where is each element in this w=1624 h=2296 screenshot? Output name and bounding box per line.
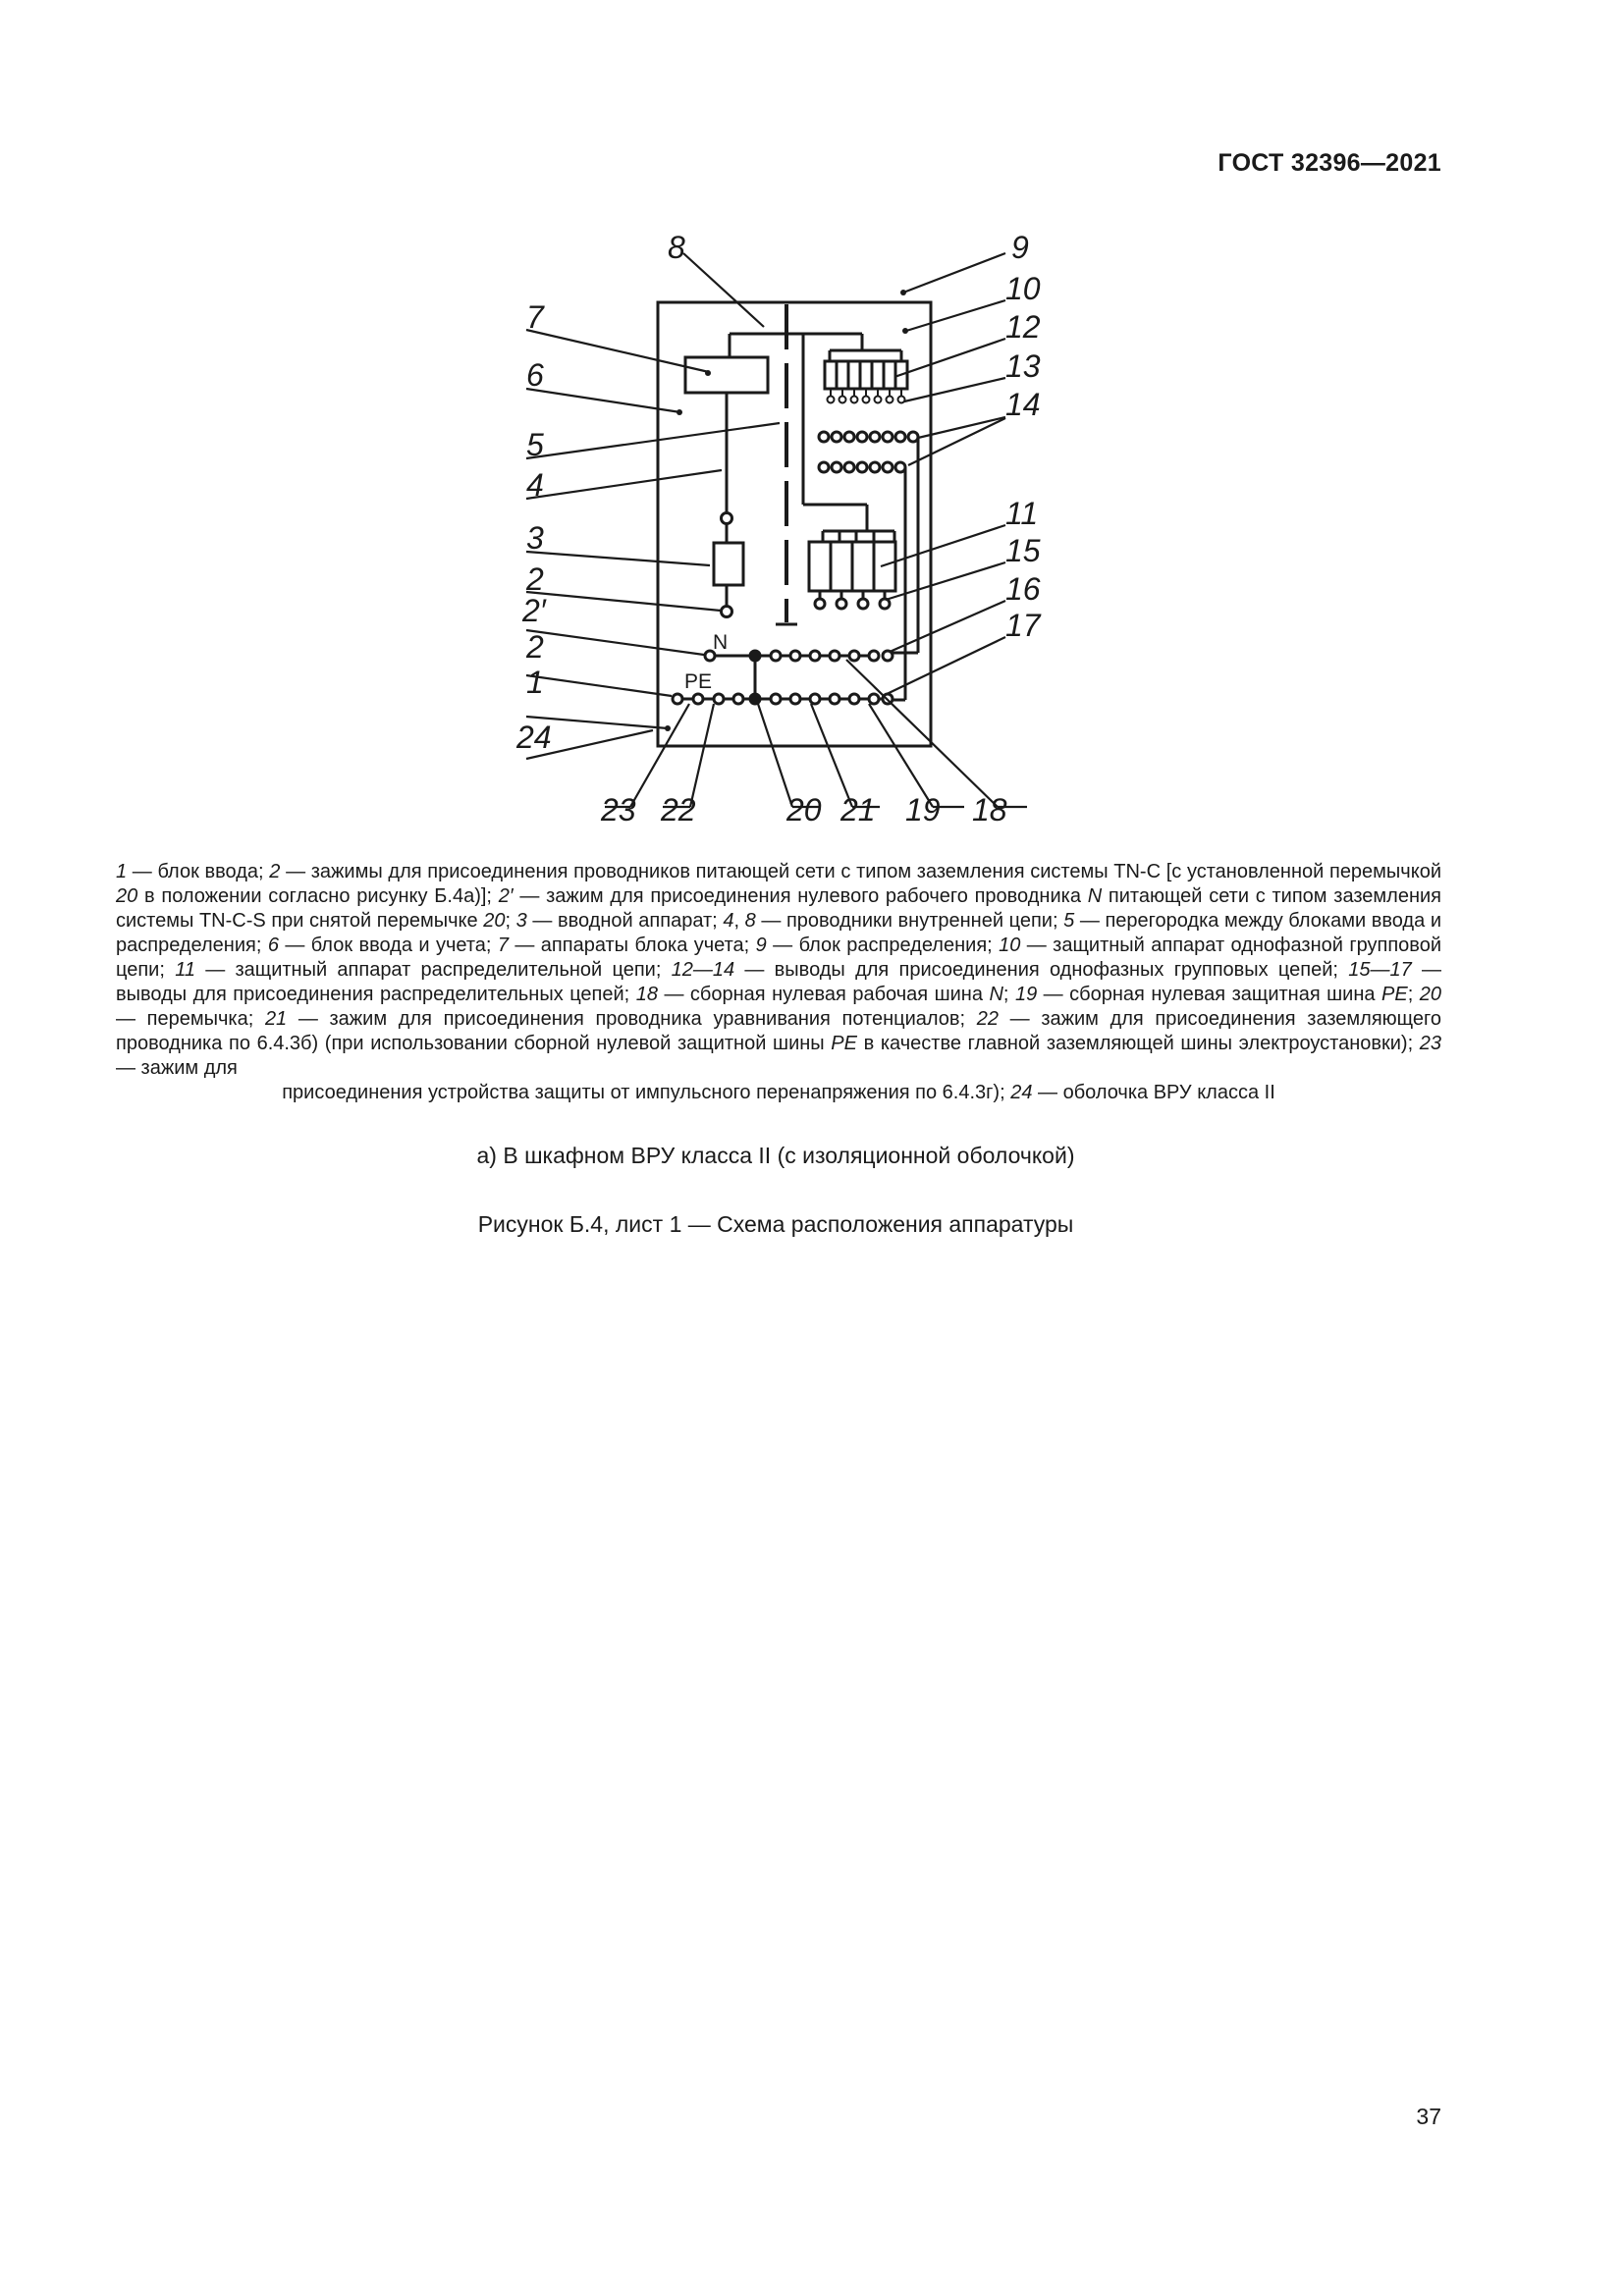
figure-legend	[116, 860, 1441, 1105]
label-20: 20	[786, 792, 822, 828]
legend-body: 1 — блок ввода; 2 — зажимы для присоединения проводников питающей сети с типом заземления системы TN-C [с установленной перемычкой 20 в положении согласно рисунку Б.4а)]; 2′ — зажим для присоединения нулевого рабочего проводника N питающей сети с типом заземления системы TN-C-S при снятой перемычке 20; 3 — вводной аппарат; 4, 8 — проводники внутренней цепи; 5 — перегородка между блоками ввода и распределения; 6 — блок ввода и учета; 7 — аппараты блока учета; 9 — блок распределения; 10 — защитный аппарат однофазной групповой цепи; 11 — защитный аппарат распределительной цепи; 12—14 — выводы для присоединения однофазных групповых цепей; 15—17 — выводы для присоединения распределительных цепей; 18 — сборная нулевая рабочая шина N; 19 — сборная нулевая защитная шина PE; 20 — перемычка; 21 — зажим для присоединения проводника уравнивания потенциалов; 22 — зажим для присоединения заземляющего проводника по 6.4.3б) (при использовании сборной нулевой защитной шины PE в качестве главной заземляющей шины электроустановки); 23 — зажим для	[116, 861, 1442, 1079]
page-number: 37	[1416, 2104, 1441, 2129]
label-22: 22	[661, 792, 696, 828]
label-23: 23	[601, 792, 636, 828]
terminals-14	[819, 462, 905, 472]
equipment-layout-diagram	[0, 0, 1624, 864]
label-10: 10	[1005, 271, 1041, 306]
label-5: 5	[526, 427, 544, 462]
label-11: 11	[1005, 496, 1039, 531]
label-21: 21	[840, 792, 876, 828]
label-15: 15	[1005, 533, 1041, 568]
meter-block	[685, 357, 768, 393]
label-14: 14	[1005, 387, 1041, 422]
label-18: 18	[972, 792, 1007, 828]
label-1: 1	[526, 665, 544, 700]
terminals-13	[819, 432, 918, 442]
label-bus-pe: PE	[684, 670, 713, 693]
label-4: 4	[526, 467, 544, 503]
label-24: 24	[516, 720, 552, 755]
label-2-prime: 2′	[522, 593, 546, 628]
label-17: 17	[1005, 608, 1041, 643]
label-16: 16	[1005, 571, 1041, 607]
label-3: 3	[526, 520, 544, 556]
main-switch	[714, 543, 743, 585]
legend-last-line: присоединения устройства защиты от импульсного перенапряжения по 6.4.3г); 24 — оболочка ВРУ класса II	[282, 1082, 1275, 1103]
label-12: 12	[1005, 309, 1041, 345]
label-9: 9	[1011, 230, 1029, 265]
label-8: 8	[668, 230, 685, 265]
label-13: 13	[1005, 348, 1041, 384]
figure-caption: Рисунок Б.4, лист 1 — Схема расположения аппаратуры	[477, 1211, 1074, 1237]
standard-header: ГОСТ 32396—2021	[1218, 149, 1441, 177]
subfigure-caption: а) В шкафном ВРУ класса II (с изоляционной оболочкой)	[476, 1143, 1075, 1168]
label-19: 19	[905, 792, 941, 828]
label-bus-n: N	[713, 631, 729, 654]
label-7: 7	[526, 299, 544, 335]
label-2-lower: 2	[526, 629, 544, 665]
label-6: 6	[526, 357, 544, 393]
label-2-upper: 2	[526, 561, 544, 597]
